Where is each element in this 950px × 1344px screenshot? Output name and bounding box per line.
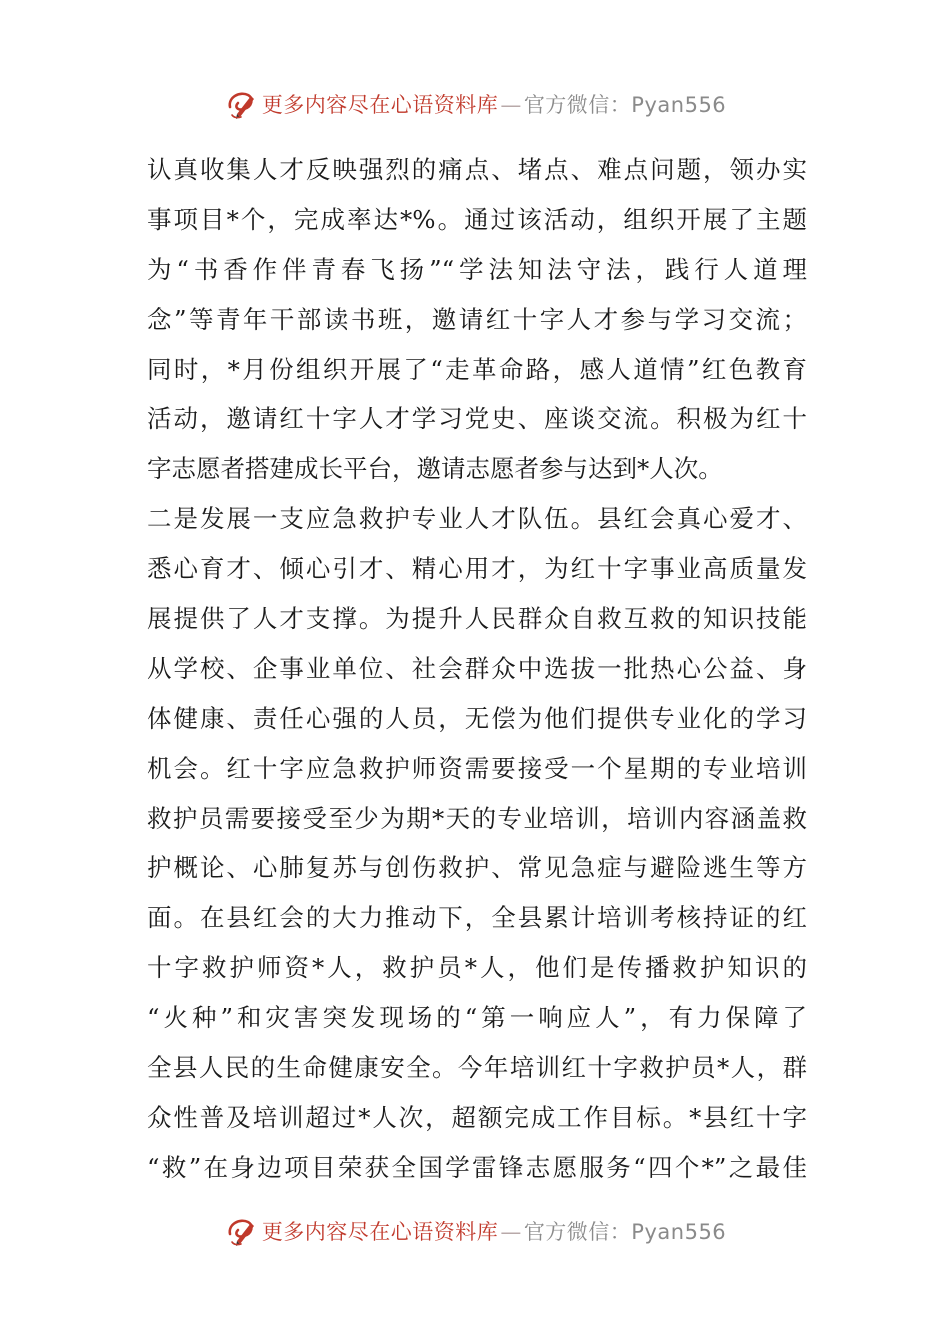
body-line: 体健康、责任心强的人员，无偿为他们提供专业化的学习 bbox=[147, 703, 807, 733]
banner-wechat: 官方微信：Pyan556 bbox=[523, 93, 727, 117]
document-body bbox=[147, 145, 807, 1193]
body-line: 护概论、心肺复苏与创伤救护、常见急症与避险逃生等方 bbox=[147, 853, 807, 883]
body-line: 念”等青年干部读书班，邀请红十字人才参与学习交流； bbox=[147, 304, 807, 334]
body-line: 全县人民的生命健康安全。今年培训红十字救护员*人，群 bbox=[147, 1053, 807, 1083]
pen-swirl-icon bbox=[224, 87, 258, 121]
body-line: 字志愿者搭建成长平台，邀请志愿者参与达到*人次。 bbox=[147, 454, 723, 484]
body-line: 面。在县红会的大力推动下，全县累计培训考核持证的红 bbox=[147, 903, 807, 933]
pen-swirl-icon bbox=[224, 1214, 258, 1248]
banner-site-name: 更多内容尽在心语资料库 bbox=[261, 93, 499, 117]
body-line: 机会。红十字应急救护师资需要接受一个星期的专业培训 bbox=[147, 753, 807, 783]
banner-dash: — bbox=[500, 1220, 522, 1244]
body-line: 二是发展一支应急救护专业人才队伍。县红会真心爱才、 bbox=[147, 504, 807, 534]
body-line: 认真收集人才反映强烈的痛点、堵点、难点问题，领办实 bbox=[147, 155, 807, 184]
banner-site-name: 更多内容尽在心语资料库 bbox=[261, 1220, 499, 1244]
body-line: 救护员需要接受至少为期*天的专业培训，培训内容涵盖救 bbox=[147, 803, 807, 833]
header-banner bbox=[0, 84, 950, 124]
banner-dash: — bbox=[500, 93, 522, 117]
body-line: “救”在身边项目荣获全国学雷锋志愿服务“四个*”之最佳 bbox=[147, 1152, 807, 1182]
body-line: 同时，*月份组织开展了“走革命路，感人道情”红色教育 bbox=[147, 354, 807, 384]
body-line: 展提供了人才支撑。为提升人民群众自救互救的知识技能 bbox=[147, 604, 807, 634]
footer-banner bbox=[0, 1211, 950, 1251]
body-line: 事项目*个，完成率达*%。通过该活动，组织开展了主题 bbox=[147, 204, 807, 234]
body-line: 活动，邀请红十字人才学习党史、座谈交流。积极为红十 bbox=[147, 404, 807, 434]
body-line: 十字救护师资*人，救护员*人，他们是传播救护知识的 bbox=[147, 953, 807, 983]
body-line: 众性普及培训超过*人次，超额完成工作目标。*县红十字 bbox=[147, 1102, 807, 1132]
body-line: 悉心育才、倾心引才、精心用才，为红十字事业高质量发 bbox=[147, 554, 807, 584]
banner-wechat: 官方微信：Pyan556 bbox=[523, 1220, 727, 1244]
body-line: 从学校、企事业单位、社会群众中选拔一批热心公益、身 bbox=[147, 653, 807, 683]
body-line: “火种”和灾害突发现场的“第一响应人”，有力保障了 bbox=[147, 1003, 807, 1033]
body-line: 为“书香作伴青春飞扬”“学法知法守法，践行人道理 bbox=[147, 254, 807, 284]
banner-text bbox=[262, 1216, 726, 1246]
banner-text bbox=[262, 89, 726, 119]
